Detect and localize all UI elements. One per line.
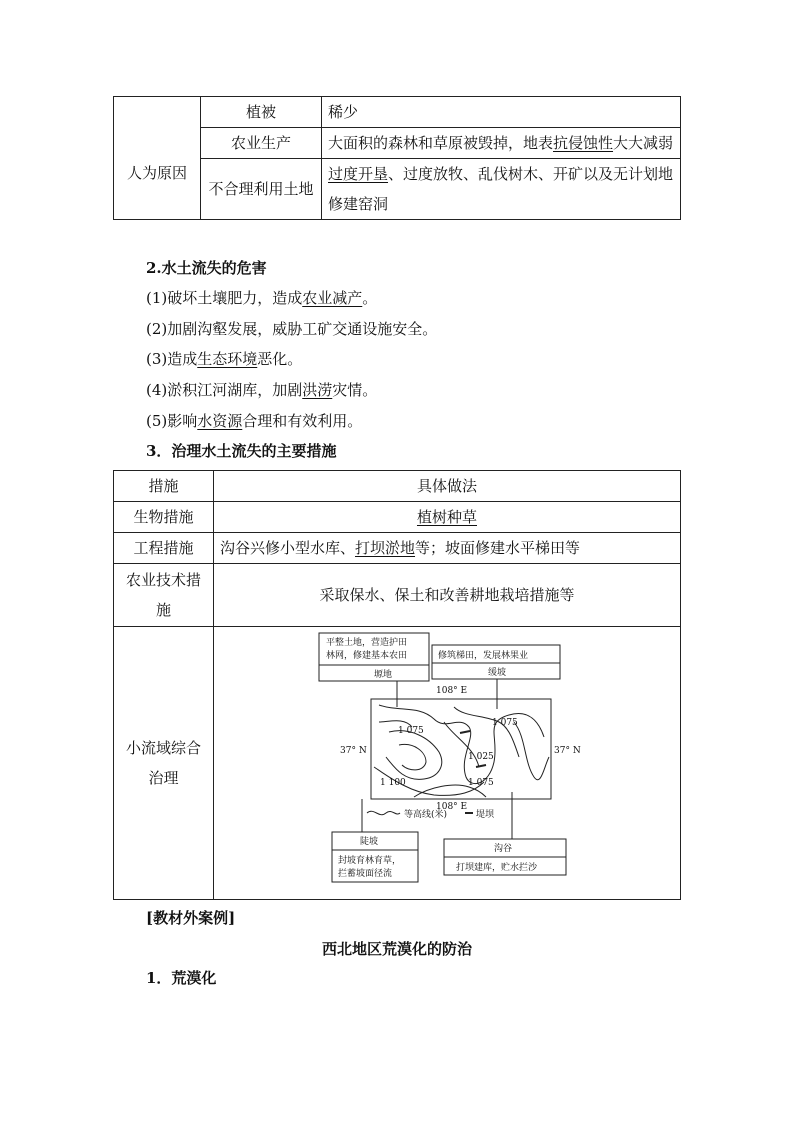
contour-label-5: 1 075	[468, 778, 494, 788]
box3-line1: 封坡育林育草，	[338, 856, 402, 866]
box4-line1: 打坝建库，贮水拦沙	[456, 863, 538, 873]
lat-right: 37° N	[554, 746, 581, 756]
box3-title: 陡坡	[360, 837, 379, 847]
cell-map	[214, 627, 681, 900]
section-title: 西北地区荒漠化的防治	[321, 940, 472, 958]
legend-contour: 等高线(米)	[404, 810, 448, 820]
box1-line1: 平整土地，营造护田	[326, 638, 408, 648]
cell-agri-tech: 农业技术措施	[114, 564, 214, 627]
box2-title: 缓坡	[488, 668, 507, 678]
cell-human-causes: 人为原因	[114, 128, 201, 220]
cell-engineering-value: 沟谷兴修小型水库、打坝淤地等；坡面修建水平梯田等	[214, 533, 681, 564]
harm-item-5: (5)影响水资源合理和有效利用。	[146, 412, 363, 430]
harm-item-4: (4)淤积江河湖库，加剧洪涝灾情。	[146, 381, 378, 399]
item-desertification: 1．荒漠化	[146, 969, 217, 987]
cell-empty	[114, 97, 201, 128]
contour-label-1: 1 075	[398, 726, 424, 736]
contour-label-4: 1 100	[380, 778, 406, 788]
box3-line2: 拦蓄坡面径流	[338, 869, 393, 879]
header-method: 具体做法	[214, 471, 681, 502]
harm-item-3: (3)造成生态环境恶化。	[146, 350, 303, 368]
watershed-map	[214, 627, 680, 899]
box1-line2: 林网，修建基本农田	[326, 651, 408, 661]
cell-vegetation: 植被	[201, 97, 322, 128]
lon-bottom: 108° E	[436, 802, 468, 812]
cell-engineering: 工程措施	[114, 533, 214, 564]
box2-line1: 修筑梯田，发展林果业	[438, 651, 529, 661]
cell-small-watershed: 小流域综合治理	[114, 627, 214, 900]
cell-agri-tech-value: 采取保水、保土和改善耕地栽培措施等	[214, 564, 681, 627]
lat-left: 37° N	[340, 746, 367, 756]
contour-label-2: 1 075	[492, 718, 518, 728]
section-heading-measures: 3．治理水土流失的主要措施	[146, 442, 337, 460]
cell-land-use: 不合理利用土地	[201, 159, 322, 220]
cell-vegetation-value: 稀少	[322, 97, 681, 128]
harm-item-1: (1)破坏土壤肥力，造成农业减产。	[146, 289, 378, 307]
case-label: [教材外案例]	[146, 909, 236, 927]
legend-dam: 堤坝	[476, 810, 495, 820]
section-heading-harm: 2.水土流失的危害	[146, 259, 267, 277]
cell-bio-value: 植树种草	[214, 502, 681, 533]
causes-table	[113, 96, 681, 220]
measures-table	[113, 470, 681, 900]
cell-bio: 生物措施	[114, 502, 214, 533]
harm-item-2: (2)加剧沟壑发展，威胁工矿交通设施安全。	[146, 320, 438, 338]
cell-agriculture-value: 大面积的森林和草原被毁掉，地表抗侵蚀性大大减弱	[322, 128, 681, 159]
box1-title: 塬地	[374, 670, 393, 680]
cell-land-use-value: 过度开垦、过度放牧、乱伐树木、开矿以及无计划地修建窑洞	[322, 159, 681, 220]
header-measure: 措施	[114, 471, 214, 502]
cell-agriculture: 农业生产	[201, 128, 322, 159]
contour-label-3: 1 025	[468, 752, 494, 762]
box4-title: 沟谷	[494, 844, 513, 854]
lon-top: 108° E	[436, 686, 468, 696]
